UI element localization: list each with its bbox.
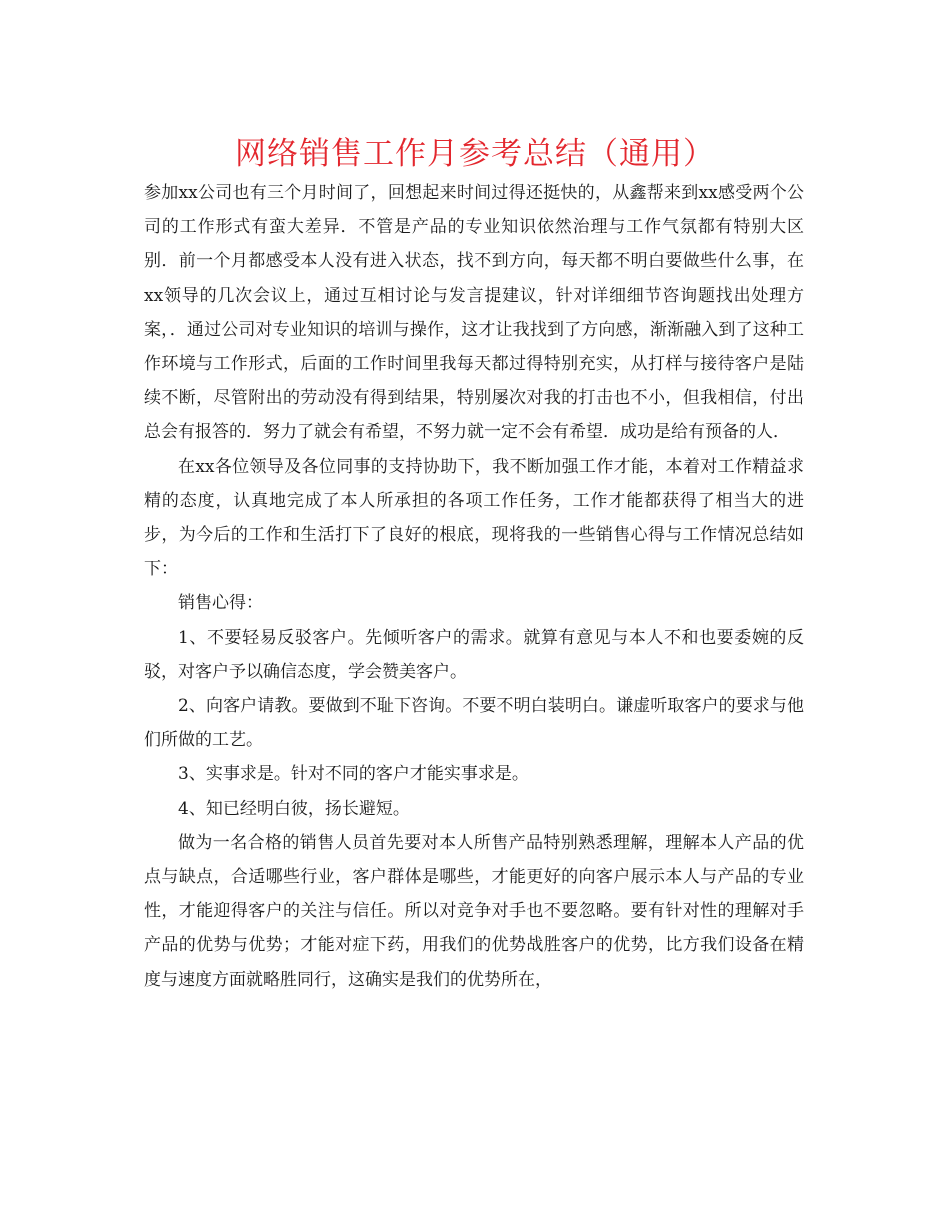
paragraph-summary: 在xx各位领导及各位同事的支持协助下，我不断加强工作才能，本着对工作精益求精的态度，认真地完成了本人所承担的各项工作任务，工作才能都获得了相当大的进步，为今后的工作和生活打下了良好的根底，现将我的一些销售心得与工作情况总结如下： bbox=[144, 456, 804, 580]
paragraph-salesperson: 做为一名合格的销售人员首先要对本人所售产品特别熟悉理解，理解本人产品的优点与缺点，合适哪些行业，客户群体是哪些，才能更好的向客户展示本人与产品的专业性，才能迎得客户的关注与信任。所以对竞争对手也不要忽略。要有针对性的理解对手产品的优势与优势；才能对症下药，用我们的优势战胜客户的优势，比方我们设备在精度与速度方面就略胜同行，这确实是我们的优势所在， bbox=[144, 832, 804, 990]
paragraph-intro: 参加xx公司也有三个月时间了，回想起来时间过得还挺快的，从鑫帮来到xx感受两个公司的工作形式有蛮大差异．不管是产品的专业知识依然治理与工作气氛都有特别大区别．前一个月都感受本人没有进入状态，找不到方向，每天都不明白要做些什么事，在xx领导的几次会议上，通过互相讨论与发言提建议，针对详细细节咨询题找出处理方案，．通过公司对专业知识的培训与操作，这才让我找到了方向感，渐渐融入到了这种工作环境与工作形式，后面的工作时间里我每天都过得特别充实，从打样与接待客户是陆续不断，尽管附出的劳动没有得到结果，特别屡次对我的打击也不小，但我相信，付出总会有报答的．努力了就会有希望，不努力就一定不会有希望．成功是给有预备的人． bbox=[144, 183, 804, 443]
document-body bbox=[144, 176, 804, 997]
paragraph-heading-sales-tips: 销售心得： bbox=[178, 593, 263, 614]
paragraph-tip-1: 1、不要轻易反驳客户。先倾听客户的需求。就算有意见与本人不和也要委婉的反驳，对客户予以确信态度，学会赞美客户。 bbox=[144, 627, 804, 682]
paragraph-tip-4: 4、知已经明白彼，扬长避短。 bbox=[178, 798, 410, 819]
paragraph-tip-2: 2、向客户请教。要做到不耻下咨询。不要不明白装明白。谦虚听取客户的要求与他们所做的工艺。 bbox=[144, 696, 804, 751]
document-title: 网络销售工作月参考总结（通用） bbox=[235, 136, 715, 172]
paragraph-tip-3: 3、实事求是。针对不同的客户才能实事求是。 bbox=[178, 764, 529, 785]
